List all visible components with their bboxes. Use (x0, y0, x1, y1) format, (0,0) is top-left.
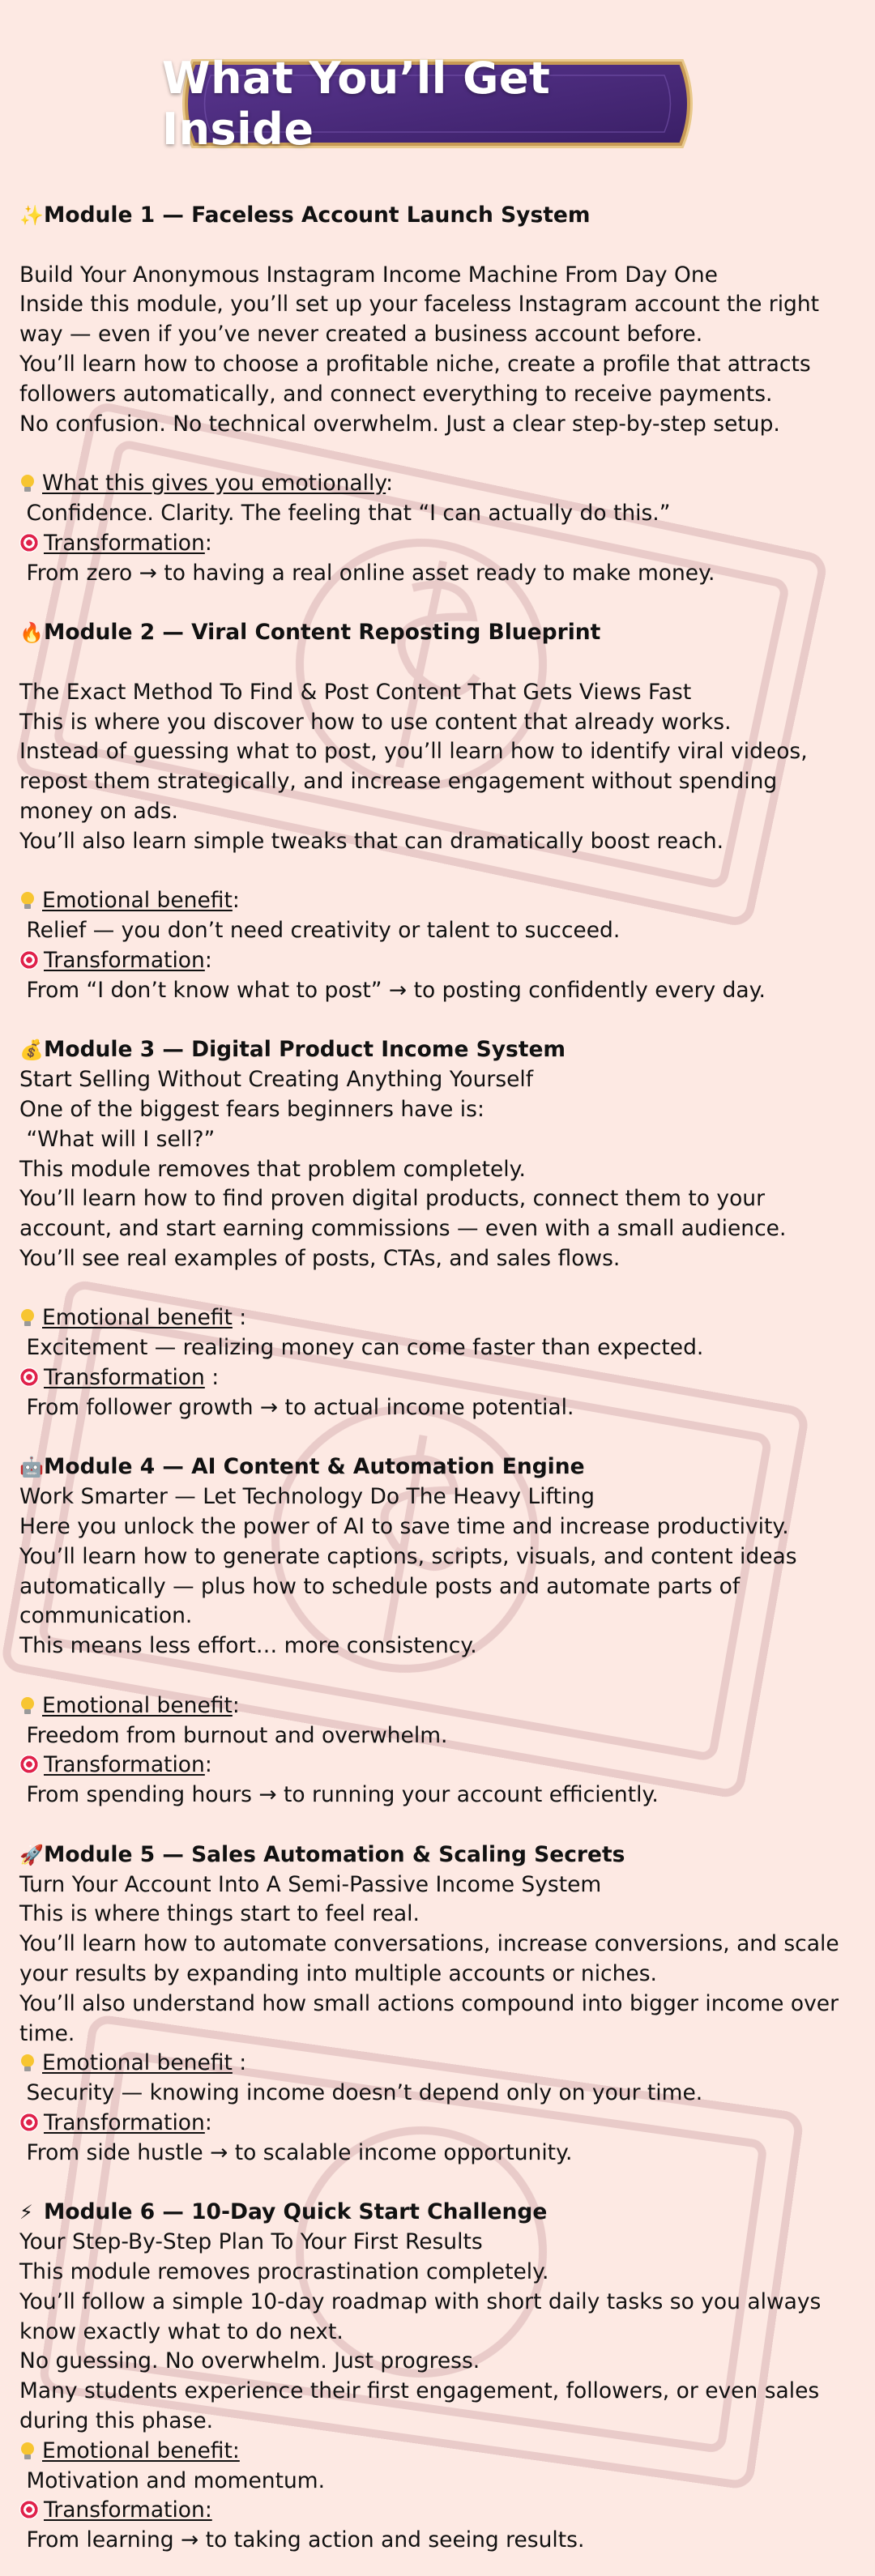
emotional-benefit-text: Excitement — realizing money can come faster than expected. (19, 1335, 704, 1361)
benefit-label-suffix: : (386, 471, 394, 497)
benefit-label-suffix: : (232, 888, 240, 914)
emotional-benefit-label (19, 1303, 856, 1333)
module-section-5 (19, 1810, 856, 2169)
module-body-line: Inside this module, you’ll set up your faceless Instagram account the right (19, 292, 820, 318)
module-body-line: your results by expanding into multiple accounts or niches. (19, 1961, 657, 1987)
emotional-benefit-label (19, 886, 856, 916)
transformation-label (19, 1363, 856, 1393)
module-body-line: followers automatically, and connect everything to receive payments. (19, 381, 773, 407)
module-body-line: This module removes procrastination completely. (19, 2258, 549, 2284)
emotional-benefit-label (19, 1691, 856, 1721)
module-body-line: repost them strategically, and increase engagement without spending (19, 769, 778, 795)
modules-list (19, 201, 856, 2556)
module-body-line: You’ll learn how to find proven digital products, connect them to your (19, 1186, 765, 1212)
benefit-label-text: Emotional benefit (42, 2050, 233, 2076)
spacer (19, 648, 856, 678)
transformation-text: From follower growth → to actual income potential. (19, 1394, 574, 1420)
benefit-label-text: Emotional benefit: (42, 2437, 240, 2463)
module-title-text: Module 2 — Viral Content Reposting Blueprint (44, 620, 601, 646)
emotional-benefit-text: Relief — you don’t need creativity or talent to succeed. (19, 918, 621, 944)
transformation-label (19, 2109, 856, 2139)
fire-icon: 🔥 (19, 621, 44, 645)
transformation-text: From learning → to taking action and seeing results. (19, 2527, 585, 2553)
transformation-text: From zero → to having a real online asset ready to make money. (19, 560, 715, 586)
lightbulb-icon (21, 475, 34, 493)
spacer (19, 857, 856, 887)
module-body-line: This module removes that problem completely. (19, 1156, 526, 1182)
transformation-label-suffix: : (204, 1365, 220, 1391)
module-body-line: Here you unlock the power of AI to save time and increase productivity. (19, 1514, 789, 1540)
module-body-line: You’ll learn how to choose a profitable niche, create a profile that attracts (19, 351, 811, 377)
module-body-line: way — even if you’ve never created a business account before. (19, 322, 703, 348)
module-body-line: You’ll learn how to automate conversations, increase conversions, and scale (19, 1931, 839, 1957)
rocket-icon: 🚀 (19, 1843, 44, 1866)
transformation-label-suffix: : (204, 947, 212, 973)
target-icon (19, 1367, 39, 1387)
module-section-3 (19, 1006, 856, 1423)
module-body-line: You’ll learn how to generate captions, scripts, visuals, and content ideas (19, 1543, 797, 1569)
spacer (19, 1274, 856, 1304)
module-body-line: account, and start earning commissions — even with a small audience. (19, 1216, 787, 1242)
transformation-label-text: Transformation (44, 1365, 205, 1391)
spacer (19, 1423, 856, 1453)
spacer (19, 1006, 856, 1036)
emotional-benefit-label (19, 469, 856, 499)
module-title-text: Module 4 — AI Content & Automation Engine (44, 1454, 585, 1480)
module-section-2 (19, 588, 856, 1005)
module-body-line: This means less effort… more consistency. (19, 1633, 477, 1659)
lightning-icon: ⚡ (19, 2201, 33, 2224)
transformation-label-text: Transformation (44, 947, 205, 973)
transformation-text: From side hustle → to scalable income opportunity. (19, 2139, 573, 2165)
transformation-label (19, 2496, 856, 2526)
module-body-line: communication. (19, 1603, 193, 1629)
module-body-line: automatically — plus how to schedule posts and automate parts of (19, 1573, 741, 1599)
transformation-label (19, 1751, 856, 1781)
spacer (19, 2169, 856, 2199)
module-title (19, 2198, 856, 2228)
spacer (19, 439, 856, 469)
title-banner (162, 39, 713, 168)
module-body-line: money on ads. (19, 798, 178, 824)
module-title (19, 618, 856, 648)
module-body-line: time. (19, 2020, 75, 2046)
transformation-label-text: Transformation: (44, 2497, 212, 2523)
module-body-line: One of the biggest fears beginners have is: (19, 1096, 484, 1122)
page-title: What You’ll Get Inside (162, 53, 551, 155)
transformation-text: From spending hours → to running your account efficiently. (19, 1782, 659, 1808)
benefit-label-text: Emotional benefit (42, 888, 233, 914)
module-body-line: You’ll see real examples of posts, CTAs, and sales flows. (19, 1245, 621, 1271)
transformation-label-text: Transformation (44, 530, 205, 556)
emotional-benefit-text: Confidence. Clarity. The feeling that “I can actually do this.” (19, 500, 671, 526)
target-icon (19, 2113, 39, 2132)
target-icon (19, 950, 39, 970)
module-body-line: during this phase. (19, 2408, 214, 2433)
lightbulb-icon (21, 1697, 34, 1715)
emotional-benefit-text: Freedom from burnout and overwhelm. (19, 1722, 448, 1748)
module-title-text: Module 6 — 10-Day Quick Start Challenge (44, 2199, 548, 2225)
benefit-label-text: What this gives you emotionally (42, 471, 386, 497)
module-body-line: You’ll follow a simple 10-day roadmap with short daily tasks so you always (19, 2288, 822, 2314)
module-body-line: know exactly what to do next. (19, 2318, 344, 2344)
lightbulb-icon (21, 2054, 34, 2072)
emotional-benefit-text: Motivation and momentum. (19, 2467, 326, 2493)
module-subtitle: Start Selling Without Creating Anything Yourself (19, 1067, 534, 1093)
transformation-label-text: Transformation (44, 1752, 205, 1778)
emotional-benefit-label (19, 2437, 856, 2467)
lightbulb-icon (21, 1309, 34, 1327)
module-subtitle: Turn Your Account Into A Semi-Passive Income System (19, 1871, 602, 1897)
transformation-label (19, 946, 856, 976)
transformation-label-suffix: : (204, 530, 212, 556)
benefit-label-text: Emotional benefit (42, 1692, 233, 1718)
module-title-text: Module 5 — Sales Automation & Scaling Secrets (44, 1841, 625, 1867)
module-body-line: No confusion. No technical overwhelm. Just a clear step-by-step setup. (19, 411, 780, 437)
module-body-line: You’ll also learn simple tweaks that can dramatically boost reach. (19, 828, 724, 854)
spacer (19, 1661, 856, 1691)
module-body-line: “What will I sell?” (19, 1126, 216, 1152)
spacer (19, 588, 856, 618)
module-section-1 (19, 201, 856, 588)
robot-icon: 🤖 (19, 1456, 44, 1479)
sparkles-icon: ✨ (19, 204, 44, 227)
emotional-benefit-text: Security — knowing income doesn’t depend only on your time. (19, 2080, 703, 2106)
transformation-text: From “I don’t know what to post” → to posting confidently every day. (19, 977, 766, 1003)
module-title (19, 1840, 856, 1870)
module-title-text: Module 1 — Faceless Account Launch System (44, 203, 591, 228)
module-body-line: This is where you discover how to use content that already works. (19, 709, 732, 735)
lightbulb-icon (21, 892, 34, 910)
module-title-text: Module 3 — Digital Product Income System (44, 1037, 566, 1063)
target-icon (19, 1755, 39, 1774)
benefit-label-suffix: : (232, 1692, 240, 1718)
module-title (19, 1035, 856, 1065)
module-body-line: You’ll also understand how small actions compound into bigger income over (19, 1990, 839, 2016)
module-subtitle: The Exact Method To Find & Post Content That Gets Views Fast (19, 679, 692, 705)
transformation-label-suffix: : (204, 1752, 212, 1778)
lightbulb-icon (21, 2442, 34, 2460)
benefit-label-text: Emotional benefit (42, 1305, 233, 1331)
module-body-line: This is where things start to feel real. (19, 1901, 420, 1927)
emotional-benefit-label (19, 2049, 856, 2079)
module-section-6 (19, 2169, 856, 2556)
benefit-label-suffix: : (232, 1305, 247, 1331)
spacer (19, 1810, 856, 1840)
module-body-line: Instead of guessing what to post, you’ll learn how to identify viral videos, (19, 739, 808, 765)
transformation-label (19, 529, 856, 559)
module-section-4 (19, 1423, 856, 1810)
module-subtitle: Work Smarter — Let Technology Do The Heavy Lifting (19, 1484, 595, 1510)
transformation-label-text: Transformation (44, 2110, 205, 2135)
module-subtitle: Your Step-By-Step Plan To Your First Results (19, 2229, 483, 2255)
module-subtitle: Build Your Anonymous Instagram Income Machine From Day One (19, 262, 718, 288)
spacer (19, 231, 856, 261)
module-body-line: No guessing. No overwhelm. Just progress. (19, 2348, 480, 2374)
money-bag-icon: 💰 (19, 1039, 44, 1062)
module-title (19, 201, 856, 231)
benefit-label-suffix: : (232, 2050, 247, 2076)
module-body-line: Many students experience their first engagement, followers, or even sales (19, 2378, 820, 2404)
target-icon (19, 533, 39, 552)
module-title (19, 1452, 856, 1482)
transformation-label-suffix: : (204, 2110, 212, 2135)
target-icon (19, 2500, 39, 2519)
